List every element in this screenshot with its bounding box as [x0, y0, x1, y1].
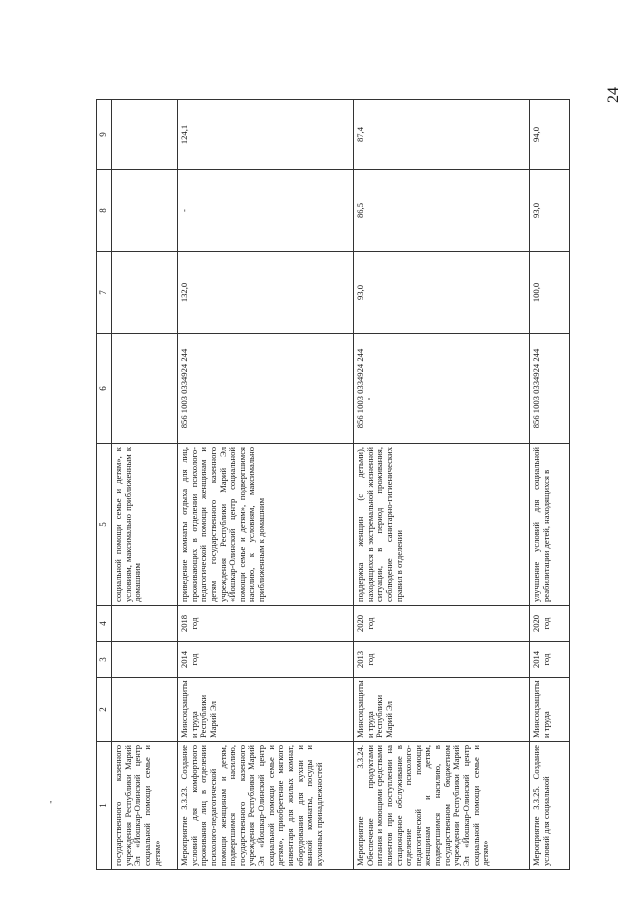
- value-col9-cell: [112, 100, 178, 170]
- end-year-cell: 2020 год: [354, 606, 530, 642]
- column-header-4: 4: [97, 606, 112, 642]
- column-number-row: [97, 100, 112, 870]
- column-header-9: 9: [97, 100, 112, 170]
- result-cell: поддержка женщин (с детьми), находящихся в экстремальной жизненной ситуации, в период проживания, соблюдение санитарно-гигиенических правил в отделении: [354, 444, 530, 606]
- result-cell: улучшение условий для социальной реабилитации детей, находящихся в: [530, 444, 570, 606]
- start-year-cell: 2013 год: [354, 642, 530, 678]
- end-year-cell: [112, 606, 178, 642]
- value-col8-cell: 86,5: [354, 170, 530, 252]
- value-col7-cell: 93,0: [354, 252, 530, 334]
- activity-cell: Мероприятие 3.3.24. Обеспечение продуктами питания и моющими средствами клиентов при поступлении на стационарное обслуживание в отделение психолого-педагогической помощи женщинам и детям, подвергшимся насилию, в государственном бюджетном учреждении Республики Марий Эл «Йошкар-Олинский центр социальной помощи семье и детям»: [354, 742, 530, 870]
- budget-code-cell: 856 1003 0334924 244: [178, 334, 354, 444]
- column-header-7: 7: [97, 252, 112, 334]
- activity-cell: Мероприятие 3.3.25. Создание условий для социальной: [530, 742, 570, 870]
- column-header-2: 2: [97, 678, 112, 742]
- table-row: [178, 100, 354, 870]
- value-col8-cell: -: [178, 170, 354, 252]
- table-row: [530, 100, 570, 870]
- value-col7-cell: 100,0: [530, 252, 570, 334]
- table-row: [112, 100, 178, 870]
- activity-cell: Мероприятие 3.3.23. Создание условий для комфортного проживания лиц в отделении психолого-педагогической помощи женщинам и детям, подвергшимся насилию, государственного казенного учреждения Республики Марий Эл «Йошкар-Олинский центр социальной помощи семье и детям», приобретение мягкого инвентаря для жилых комнат, оборудования для кухни и ванной комнаты, посуды и кухонных принадлежностей: [178, 742, 354, 870]
- budget-code-cell: 856 1003 0334924 244: [354, 334, 530, 444]
- stray-mark: ': [50, 800, 52, 811]
- value-col9-cell: 124,1: [178, 100, 354, 170]
- value-col9-cell: 94,0: [530, 100, 570, 170]
- start-year-cell: 2014 год: [530, 642, 570, 678]
- column-header-6: 6: [97, 334, 112, 444]
- end-year-cell: 2018 год: [178, 606, 354, 642]
- value-col8-cell: [112, 170, 178, 252]
- value-col9-cell: 87,4: [354, 100, 530, 170]
- value-col8-cell: 93,0: [530, 170, 570, 252]
- result-cell: приведение комнаты отдыха для лиц, проживающих в отделении психолого-педагогической помощи женщинам и детям государственного казенного учреждения Республики Марий Эл «Йошкар-Олинский центр социальной помощи семье и детям», подвергшимся насилию, к условиям, максимально приближенным к домашним: [178, 444, 354, 606]
- value-col7-cell: [112, 252, 178, 334]
- budget-code-cell: 856 1003 0334924 244: [530, 334, 570, 444]
- responsible-cell: Минсоцзащиты и труда: [530, 678, 570, 742]
- responsible-cell: [112, 678, 178, 742]
- column-header-8: 8: [97, 170, 112, 252]
- budget-code-cell: [112, 334, 178, 444]
- start-year-cell: 2014 год: [178, 642, 354, 678]
- column-header-3: 3: [97, 642, 112, 678]
- start-year-cell: [112, 642, 178, 678]
- column-header-5: 5: [97, 444, 112, 606]
- result-cell: социальной помощи семье и детям», к условиям, максимально приближенным к домашним: [112, 444, 178, 606]
- responsible-cell: Минсоцзащиты и труда Республики Марий Эл: [354, 678, 530, 742]
- value-col7-cell: 132,0: [178, 252, 354, 334]
- table-row: [354, 100, 530, 870]
- activity-cell: государственного казенного учреждения Республики Марий Эл «Йошкар-Олинский центр социальной помощи семье и детям»: [112, 742, 178, 870]
- end-year-cell: 2020 год: [530, 606, 570, 642]
- program-activities-table: [96, 99, 570, 870]
- column-header-1: 1: [97, 742, 112, 870]
- rotated-table-sheet: [96, 100, 626, 870]
- page-number: 24: [605, 87, 622, 103]
- responsible-cell: Минсоцзащиты и труда Республики Марий Эл: [178, 678, 354, 742]
